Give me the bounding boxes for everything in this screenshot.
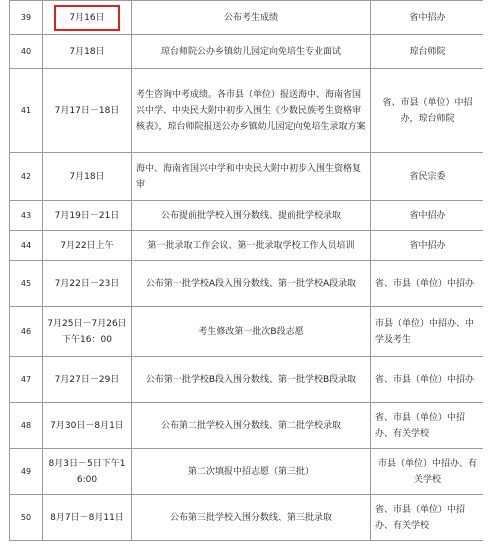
table-row (10, 1, 484, 35)
row-number: 40 (10, 35, 43, 69)
org-cell: 琼台师院 (371, 35, 484, 69)
date-cell: 7月18日 (43, 35, 132, 69)
item-cell: 公布第三批学校入围分数线、第三批录取 (132, 495, 371, 541)
table-row (10, 449, 484, 495)
date-cell: 7月22日上午 (43, 231, 132, 261)
date-cell: 8月7日－8月11日 (43, 495, 132, 541)
row-number: 45 (10, 261, 43, 307)
schedule-sheet (9, 0, 483, 560)
row-number: 48 (10, 403, 43, 449)
date-cell: 7月22日－23日 (43, 261, 132, 307)
item-cell: 第二次填报中招志愿（第三批） (132, 449, 371, 495)
date-cell: 7月17日－18日 (43, 69, 132, 153)
row-number: 49 (10, 449, 43, 495)
date-cell: 7月25日－7月26日下午16：00 (43, 307, 132, 357)
date-cell: 7月27日－29日 (43, 357, 132, 403)
date-cell (43, 1, 132, 35)
table-row (10, 307, 484, 357)
org-cell: 省、市县（单位）中招办、有关学校 (371, 495, 484, 541)
item-cell: 公布第一批学校A段入围分数线、第一批学校A段录取 (132, 261, 371, 307)
org-cell: 省、市县（单位）中招办 (371, 261, 484, 307)
item-cell: 考生咨询中考成绩。各市县（单位）报送海中、海南省国兴中学、中央民大附中初步入围生《少数民族考生资格审核表》，琼台师院报送公办乡镇幼儿园定向免培生录取方案 (132, 69, 371, 153)
date-cell: 8月3日－5日下午16:00 (43, 449, 132, 495)
row-number: 50 (10, 495, 43, 541)
date-text: 7月16日 (69, 12, 105, 23)
row-number: 42 (10, 153, 43, 201)
table-row (10, 153, 484, 201)
table-row (10, 403, 484, 449)
org-cell: 市县（单位）中招办、有关学校 (371, 449, 484, 495)
table-row (10, 201, 484, 231)
item-cell: 公布考生成绩 (132, 1, 371, 35)
org-cell: 省、市县（单位）中招办 (371, 357, 484, 403)
table-row (10, 495, 484, 541)
org-cell: 省中招办 (371, 1, 484, 35)
item-cell: 第一批录取工作会议、第一批录取学校工作人员培训 (132, 231, 371, 261)
item-cell: 考生修改第一批次B段志愿 (132, 307, 371, 357)
date-cell: 7月19日－21日 (43, 201, 132, 231)
org-cell: 省中招办 (371, 231, 484, 261)
row-number: 44 (10, 231, 43, 261)
table-row (10, 261, 484, 307)
schedule-table (9, 0, 483, 541)
item-cell: 公布第一批学校B段入围分数线、第一批学校B段录取 (132, 357, 371, 403)
org-cell: 省中招办 (371, 201, 484, 231)
date-cell: 7月18日 (43, 153, 132, 201)
org-cell: 省、市县（单位）中招办，琼台师院 (371, 69, 484, 153)
org-cell: 省民宗委 (371, 153, 484, 201)
row-number: 43 (10, 201, 43, 231)
item-cell: 公布提前批学校入围分数线、提前批学校录取 (132, 201, 371, 231)
row-number: 39 (10, 1, 43, 35)
table-row (10, 35, 484, 69)
table-row (10, 69, 484, 153)
date-cell: 7月30日－8月1日 (43, 403, 132, 449)
row-number: 46 (10, 307, 43, 357)
item-cell: 海中、海南省国兴中学和中央民大附中初步入围生资格复审 (132, 153, 371, 201)
row-number: 47 (10, 357, 43, 403)
row-number: 41 (10, 69, 43, 153)
item-cell: 公布第二批学校入围分数线、第二批学校录取 (132, 403, 371, 449)
org-cell: 省、市县（单位）中招办、有关学校 (371, 403, 484, 449)
table-row (10, 357, 484, 403)
org-cell: 市县（单位）中招办、中学及考生 (371, 307, 484, 357)
item-cell: 琼台师院公办乡镇幼儿园定向免培生专业面试 (132, 35, 371, 69)
table-row (10, 231, 484, 261)
